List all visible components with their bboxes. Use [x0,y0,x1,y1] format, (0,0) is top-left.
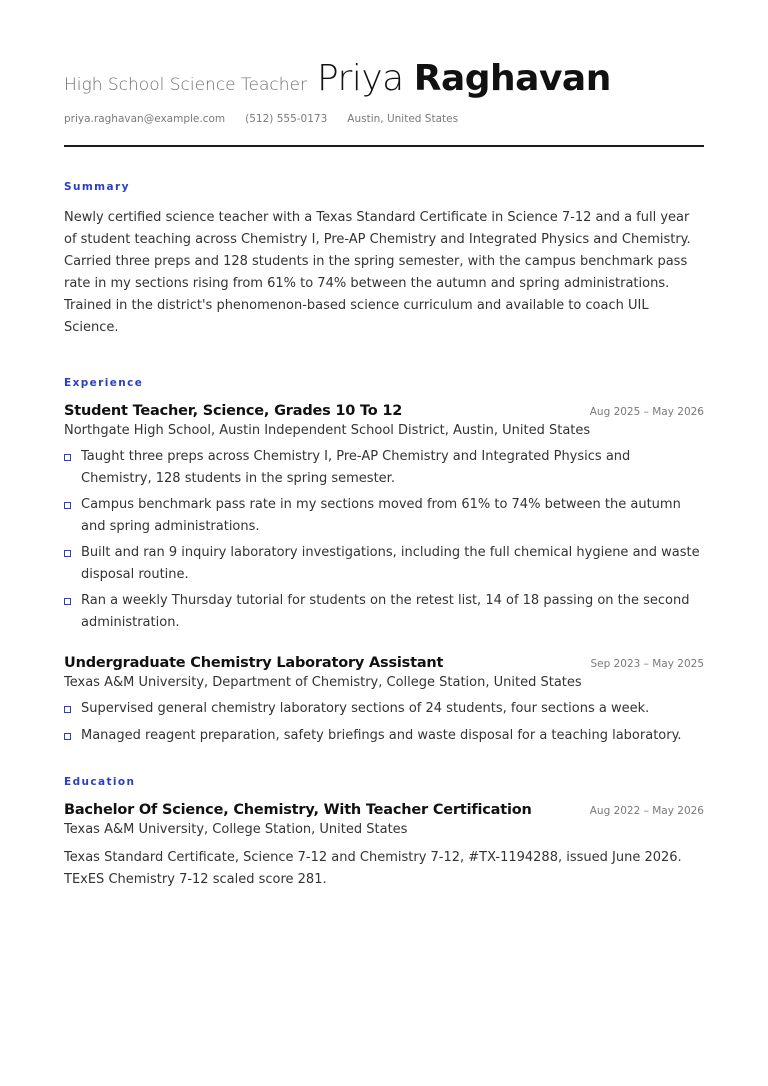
entry-header [64,403,704,419]
bullet-text: Campus benchmark pass rate in my sections moved from 61% to 74% between the autumn and spring administrations. [81,497,681,534]
list-item [64,698,704,720]
bullet-text: Ran a weekly Thursday tutorial for students on the retest list, 14 of 18 passing on the second administration. [81,593,690,630]
square-bullet-icon [64,598,71,605]
first-name: Priya [316,58,404,99]
list-item [64,590,704,633]
experience-entry [64,403,704,633]
phone-text: (512) 555-0173 [245,113,328,125]
last-name: Raghavan [413,58,611,99]
entry-role: Undergraduate Chemistry Laboratory Assistant [64,655,444,671]
header-divider [64,145,704,147]
square-bullet-icon [64,502,71,509]
entry-header [64,655,704,671]
square-bullet-icon [64,733,71,740]
entry-organization: Texas A&M University, Department of Chemistry, College Station, United States [64,675,582,690]
resume-header [64,58,704,99]
entry-organization: Northgate High School, Austin Independent School District, Austin, United States [64,423,591,438]
list-item [64,542,704,585]
entry-date: Sep 2023 – May 2025 [590,658,704,670]
list-item [64,446,704,489]
entry-header [64,802,704,818]
education-heading: Education [64,776,136,788]
entry-date: Aug 2022 – May 2026 [589,805,704,817]
bullet-text: Built and ran 9 inquiry laboratory investigations, including the full chemical hygiene and waste disposal routine. [81,545,700,582]
experience-entry [64,655,704,746]
summary-heading: Summary [64,181,130,193]
square-bullet-icon [64,550,71,557]
bullet-text: Taught three preps across Chemistry I, Pre-AP Chemistry and Integrated Physics and Chemistry, 128 students in the spring semester. [81,449,631,486]
summary-text: Newly certified science teacher with a Texas Standard Certificate in Science 7-12 and a full year of student teaching across Chemistry I, Pre-AP Chemistry and Integrated Physics and Chemistry. Carried three preps and 128 students in the spring semester, with the campus benchmark pass rate in my sections rising from 61% to 74% between the autumn and spring administrations. Trained in the district's phenomenon-based science curriculum and available to coach UIL Science. [64,210,691,335]
education-note: Texas Standard Certificate, Science 7-12 and Chemistry 7-12, #TX-1194288, issued June 2026. TExES Chemistry 7-12 scaled score 281. [64,850,682,887]
bullet-list [64,698,704,746]
list-item [64,494,704,537]
contact-info [64,113,704,125]
education-entry [64,802,704,891]
bullet-text: Supervised general chemistry laboratory sections of 24 students, four sections a week. [81,701,650,716]
entry-date: Aug 2025 – May 2026 [589,406,704,418]
entry-role: Student Teacher, Science, Grades 10 To 12 [64,403,403,419]
entry-degree: Bachelor Of Science, Chemistry, With Teacher Certification [64,802,532,818]
experience-heading: Experience [64,377,144,389]
square-bullet-icon [64,706,71,713]
bullet-list [64,446,704,633]
bullet-text: Managed reagent preparation, safety briefings and waste disposal for a teaching laboratory. [81,727,682,743]
job-title: High School Science Teacher [64,75,307,95]
list-item [64,725,704,747]
location-text: Austin, United States [347,113,459,125]
email-text: priya.raghavan@example.com [64,113,226,125]
square-bullet-icon [64,454,71,461]
entry-organization: Texas A&M University, College Station, United States [64,822,408,837]
